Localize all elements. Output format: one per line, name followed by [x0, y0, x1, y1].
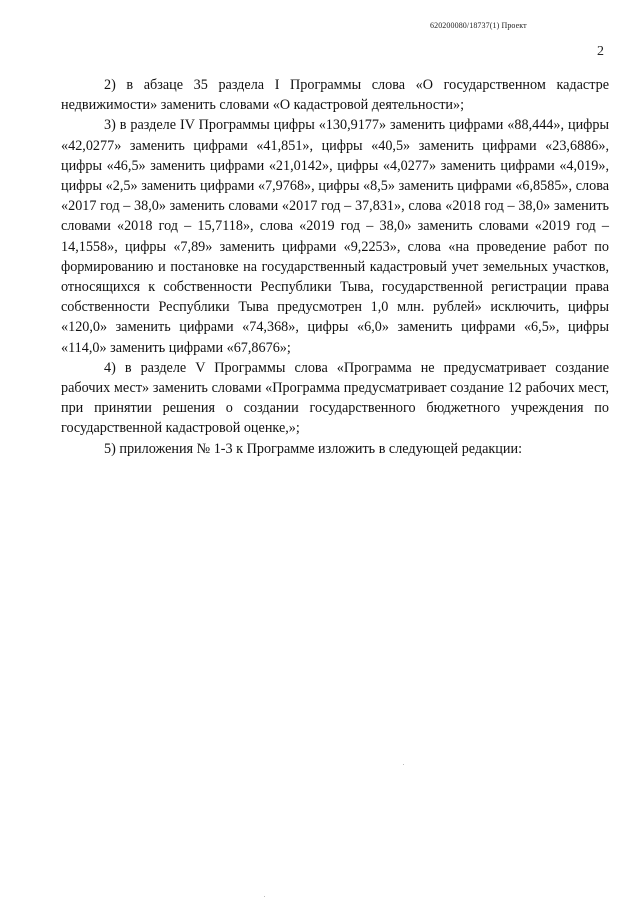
scan-artifact — [264, 896, 265, 897]
paragraph-item-4: 4) в разделе V Программы слова «Программа не предусматривает создание рабочих мест» заменить словами «Программа предусматривает создание 12 рабочих мест, при принятии решения о создании государственного бюджетного учреждения по государственной кадастровой оценке,»; — [61, 359, 609, 437]
document-body — [61, 75, 609, 459]
paragraph-item-5: 5) приложения № 1-3 к Программе изложить в следующей редакции: — [104, 440, 523, 457]
page-number: 2 — [597, 44, 604, 59]
paragraph-item-3: 3) в разделе IV Программы цифры «130,9177» заменить цифрами «88,444», цифры «42,0277» заменить цифрами «41,851», цифры «40,5» заменить цифрами «23,6886», цифры «46,5» заменить цифрами «21,0142», цифры «4,0277» заменить цифрами «4,019», цифры «2,5» заменить цифрами «7,9768», цифры «8,5» заменить цифрами «6,8585», слова «2017 год – 38,0» заменить словами «2017 год – 37,831», слова «2018 год – 38,0» заменить словами «2018 год – 15,7118», слова «2019 год – 38,0» заменить словами «2019 год – 14,1558», цифры «7,89» заменить цифрами «9,2253», слова «на проведение работ по формированию и постановке на государственный кадастровый учет земельных участков, относящихся к собственности Республики Тыва, государственной регистрации права собственности Республики Тыва предусмотрен 1,0 млн. рублей» исключить, цифры «120,0» заменить цифрами «74,368», цифры «6,0» заменить цифрами «6,5», цифры «114,0» заменить цифрами «67,8676»; — [61, 117, 609, 356]
document-id: 620200080/18737(1) Проект — [430, 21, 527, 30]
paragraph-item-2: 2) в абзаце 35 раздела I Программы слова «О государственном кадастре недвижимости» заменить словами «О кадастровой деятельности»; — [61, 77, 609, 114]
scan-artifact — [403, 764, 404, 765]
